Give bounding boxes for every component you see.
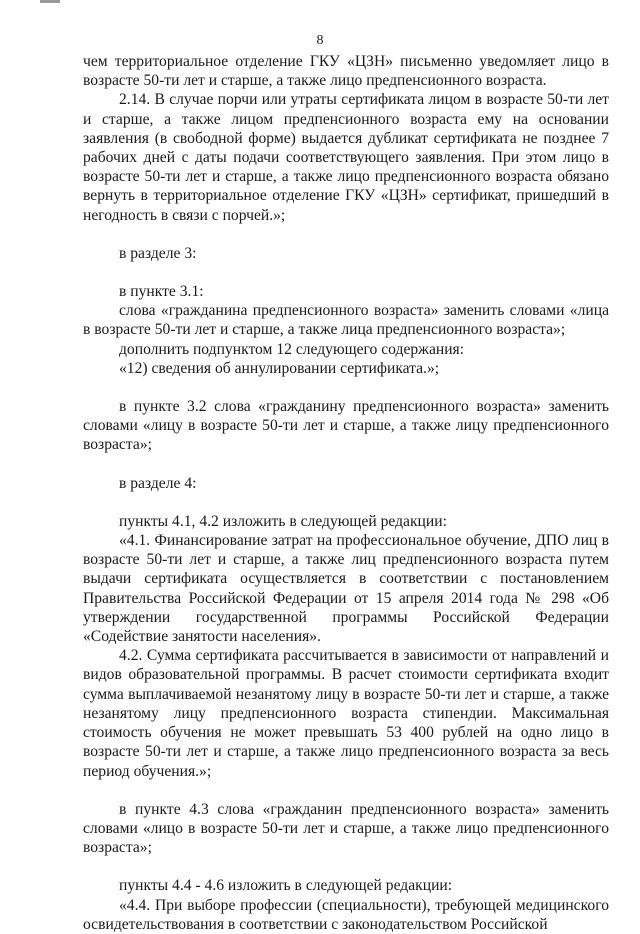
scan-mark xyxy=(40,0,60,3)
paragraph: в разделе 4: xyxy=(119,474,197,492)
paragraph: пункты 4.1, 4.2 изложить в следующей редакции: xyxy=(119,512,447,530)
paragraph: 4.2. Сумма сертификата рассчитывается в зависимости от направлений и видов образовательной программы. В расчет стоимости сертификата входит сумма выплачиваемой незанятому лицу в возрасте 50-ти лет и старше, а также незанятому лицу предпенсионного возраста стипендии. Максимальная стоимость обучения не может превышать 53 400 рублей на одно лицо в возрасте 50-ти лет и старше, а также лицо предпенсионного возраста за весь период обучения.»; xyxy=(83,647,609,780)
page-number: 8 xyxy=(316,33,324,48)
paragraph-spacer xyxy=(83,225,609,244)
paragraph: «4.4. При выборе профессии (специальности), требующей медицинского освидетельствования в соответствии с законодательством Российской xyxy=(83,896,609,933)
paragraph: в пункте 3.2 слова «гражданину предпенсионного возраста» заменить словами «лицу в возрасте 50-ти лет и старше, а также лицу предпенсионного возраста»; xyxy=(83,398,609,454)
paragraph-spacer xyxy=(83,378,609,397)
paragraph: чем территориальное отделение ГКУ «ЦЗН» письменно уведомляет лицо в возрасте 50-ти лет и старше, а также лицо предпенсионного возраста. xyxy=(83,53,609,90)
paragraph-spacer xyxy=(83,263,609,282)
paragraph: дополнить подпунктом 12 следующего содержания: xyxy=(119,340,465,358)
paragraph: пункты 4.4 - 4.6 изложить в следующей редакции: xyxy=(119,877,453,895)
paragraph-spacer xyxy=(83,455,609,474)
paragraph-spacer xyxy=(83,493,609,512)
paragraph: слова «гражданина предпенсионного возраста» заменить словами «лица в возрасте 50-ти лет и старше, а также лица предпенсионного возраста»; xyxy=(83,302,609,339)
paragraph: в разделе 3: xyxy=(119,244,197,262)
paragraph: в пункте 4.3 слова «гражданин предпенсионного возраста» заменить словами «лицо в возрасте 50-ти лет и старше, а также лицо предпенсионного возраста»; xyxy=(83,800,609,857)
paragraph: в пункте 3.1: xyxy=(119,283,204,301)
paragraph: «12) сведения об аннулировании сертификата.»; xyxy=(119,359,440,377)
document-body xyxy=(83,52,609,934)
paragraph: «4.1. Финансирование затрат на профессиональное обучение, ДПО лиц в возрасте 50-ти лет и старше, а также лиц предпенсионного возраста путем выдачи сертификата осуществляется в соответствии с постановлением Правительства Российской Федерации от 15 апреля 2014 года № 298 «Об утверждении государственной программы Российской Федерации «Содействие занятости населения». xyxy=(83,532,609,646)
paragraph-spacer xyxy=(83,781,609,800)
paragraph: 2.14. В случае порчи или утраты сертификата лицом в возрасте 50-ти лет и старше, а также лицом предпенсионного возраста ему на основании заявления (в свободной форме) выдается дубликат сертификата не позднее 7 рабочих дней с даты подачи соответствующего заявления. При этом лицо в возрасте 50-ти лет и старше, а также лицо предпенсионного возраста обязано вернуть в территориальное отделение ГКУ «ЦЗН» сертификат, пришедший в негодность в связи с порчей.»; xyxy=(83,91,609,224)
paragraph-spacer xyxy=(83,857,609,876)
